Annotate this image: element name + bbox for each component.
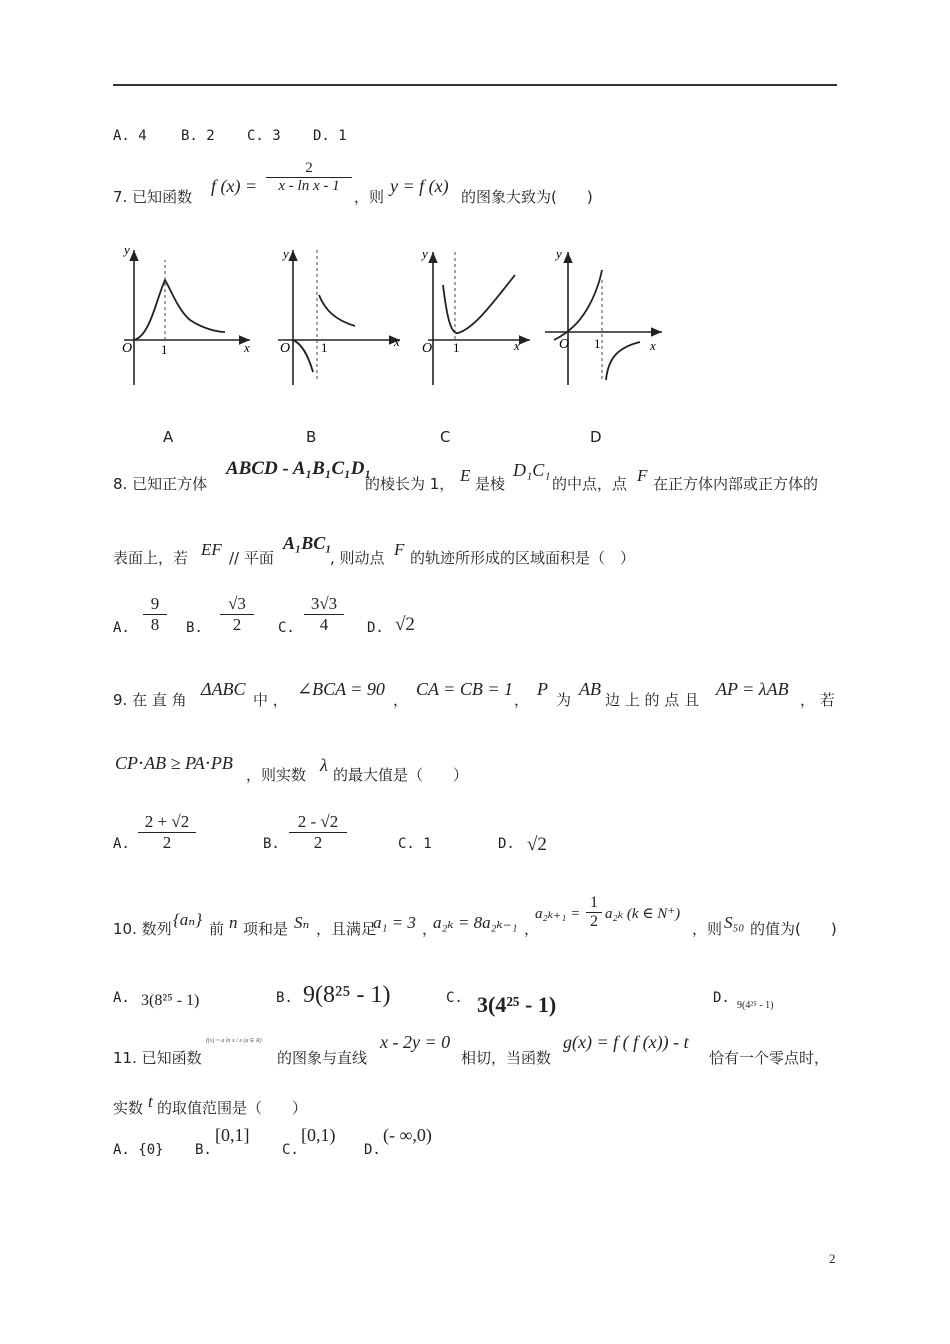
- graph-d-caption: D: [590, 428, 602, 446]
- graph-a-origin: O: [122, 341, 133, 356]
- q11-l2b: 的取值范围是（ ）: [157, 1099, 308, 1117]
- q9-lambda: λ: [320, 755, 328, 775]
- graph-c-y-label: y: [422, 246, 428, 261]
- q10-t5: ，: [524, 920, 540, 938]
- q9-t1: 中 ，: [253, 691, 288, 709]
- graph-c: [420, 246, 530, 385]
- q8-b-frac: [220, 594, 254, 635]
- graph-d: [545, 246, 662, 385]
- graph-c-origin: O: [422, 341, 433, 356]
- q10-b-label: B.: [276, 990, 293, 1006]
- q9-b-frac: [289, 812, 347, 853]
- q9-a-label: A.: [113, 836, 130, 852]
- graph-c-caption: C: [440, 428, 451, 446]
- q11-b-label: B.: [195, 1142, 212, 1158]
- q7-mid: ，则: [354, 188, 385, 206]
- q9-angle: ∠BCA = 90: [297, 679, 385, 699]
- q7-fraction: [266, 160, 352, 195]
- q10-d-label: D.: [713, 990, 730, 1006]
- q9-d-label: D.: [498, 836, 515, 852]
- q10-c-val: 3(4²⁵ - 1): [477, 992, 557, 1017]
- q10-t7: 的值为( ): [750, 920, 837, 938]
- q8-a-label: A.: [113, 620, 130, 636]
- graph-a: [122, 242, 250, 385]
- q8-l2b: // 平面: [229, 549, 274, 567]
- q11-l2a: 实数: [113, 1099, 144, 1117]
- graph-c-one: 1: [453, 340, 460, 355]
- q11-d-label: D.: [364, 1142, 381, 1158]
- graph-a-one: 1: [161, 342, 168, 357]
- graph-b-one: 1: [321, 340, 328, 355]
- graph-b-y-label: y: [283, 246, 289, 261]
- q8-plane: A₁BC₁: [283, 533, 332, 553]
- q10-n: n: [229, 913, 238, 932]
- q11-b-val: [0,1]: [215, 1125, 250, 1145]
- q11-c-label: C.: [282, 1142, 299, 1158]
- q10-an: {aₙ}: [173, 910, 202, 929]
- q10-t1: 前: [209, 920, 225, 938]
- q9-lead: 9. 在 直 角: [113, 691, 187, 709]
- q9-t6: ， 若: [800, 691, 835, 709]
- q10-half-num: 1: [586, 894, 602, 913]
- q10-b-val: 9(8²⁵ - 1): [303, 982, 391, 1008]
- q8-t3: 的中点，点: [552, 475, 628, 493]
- q7-frac-den: x - ln x - 1: [278, 178, 340, 194]
- q9-t3: ，: [514, 691, 530, 709]
- q9-b-label: B.: [263, 836, 280, 852]
- q6-option-c: C. 3: [247, 128, 281, 144]
- q11-line: x - 2y = 0: [380, 1032, 451, 1052]
- q7-frac-num: 2: [266, 160, 352, 178]
- q10-a2k-tail: a₂ₖ (k ∈ N⁺): [605, 906, 681, 922]
- q8-l2d: 的轨迹所形成的区域面积是（ ）: [410, 549, 636, 567]
- q10-c-label: C.: [446, 990, 463, 1006]
- q8-F: F: [637, 466, 648, 485]
- graph-a-x-label: x: [244, 340, 250, 355]
- q11-fx-small: f(x) = a ln x / x (a ∈ R): [206, 1038, 262, 1044]
- q7-y: y = f (x): [390, 176, 449, 196]
- q8-a-den: 8: [150, 615, 160, 634]
- graph-b-x-label: x: [394, 334, 400, 349]
- q10-d-val: 9(4²⁵ - 1): [737, 1000, 774, 1011]
- q8-a-frac: [143, 594, 167, 635]
- q9-b-num: 2 - √2: [289, 812, 347, 833]
- q7-tail: 的图象大致为( ): [461, 188, 593, 206]
- q8-cube: ABCD - A₁B₁C₁D₁: [226, 458, 372, 479]
- q10-Sn: Sₙ: [294, 913, 310, 932]
- q10-lead: 10. 数列: [113, 920, 172, 938]
- q8-c-num: 3√3: [304, 594, 344, 615]
- graph-c-x-label: x: [514, 338, 520, 353]
- q8-c-den: 4: [319, 615, 329, 634]
- q11-gx: g(x) = f ( f (x)) - t: [563, 1032, 689, 1052]
- q9-b-den: 2: [313, 833, 323, 852]
- q8-t4: 在正方体内部或正方体的: [653, 475, 819, 493]
- q10-a1: a₁ = 3: [373, 913, 416, 932]
- graph-b-caption: B: [306, 428, 317, 446]
- q10-a2k1: a₂ₖ₊₁ =: [535, 906, 581, 922]
- q11-t2: 相切，当函数: [461, 1049, 552, 1067]
- graph-d-y-label: y: [556, 246, 562, 261]
- q10-a2k: a₂ₖ = 8a₂ₖ₋₁: [433, 913, 518, 932]
- q11-a-text: A. {0}: [113, 1142, 164, 1158]
- q9-d-val: √2: [527, 834, 547, 855]
- q9-AB: AB: [579, 679, 601, 699]
- q11-t3: 恰有一个零点时，: [709, 1049, 830, 1067]
- q7-fx: f (x) =: [211, 176, 258, 196]
- q9-tri: ΔABC: [201, 679, 246, 699]
- q9-l2c: 的最大值是（ ）: [333, 766, 469, 784]
- q8-l2c: , 则动点: [330, 549, 385, 567]
- q8-E: E: [460, 466, 471, 485]
- q10-t4: ，: [422, 920, 438, 938]
- q8-c-frac: [304, 594, 344, 635]
- q8-b-label: B.: [186, 620, 203, 636]
- q8-d-val: √2: [395, 614, 415, 635]
- q8-a-num: 9: [143, 594, 167, 615]
- q7-lead: 7. 已知函数: [113, 188, 193, 206]
- q8-lead: 8. 已知正方体: [113, 475, 208, 493]
- q10-a-val: 3(8²⁵ - 1): [141, 992, 200, 1009]
- q10-t6: ，则: [692, 920, 723, 938]
- q8-t2: 是棱: [475, 475, 506, 493]
- q9-a-frac: [138, 812, 196, 853]
- q6-option-b: B. 2: [181, 128, 215, 144]
- graph-d-x-label: x: [650, 338, 656, 353]
- q6-option-d: D. 1: [313, 128, 347, 144]
- q10-t3: ，且满足: [316, 920, 377, 938]
- q11-t: t: [148, 1092, 153, 1111]
- page-number: 2: [829, 1251, 836, 1266]
- q8-F2: F: [394, 540, 405, 559]
- q10-t2: 项和是: [243, 920, 289, 938]
- q8-l2a: 表面上，若: [113, 549, 189, 567]
- q9-t2: ，: [393, 691, 409, 709]
- q9-t4: 为: [556, 691, 572, 709]
- q11-c-val: [0,1): [301, 1125, 336, 1145]
- q11-lead: 11. 已知函数: [113, 1049, 202, 1067]
- q10-half: [586, 894, 602, 931]
- q8-EF: EF: [201, 540, 222, 559]
- q9-ineq: CP⋅AB ≥ PA⋅PB: [115, 753, 233, 773]
- graph-a-caption: A: [163, 428, 174, 446]
- graph-d-one: 1: [594, 336, 601, 351]
- q9-a-num: 2 + √2: [138, 812, 196, 833]
- q7-graphs: [110, 240, 680, 390]
- graph-a-y-label: y: [124, 242, 130, 257]
- q9-t5: 边 上 的 点 且: [605, 691, 700, 709]
- graph-b: [278, 246, 400, 385]
- q8-b-den: 2: [232, 615, 242, 634]
- q8-d-label: D.: [367, 620, 384, 636]
- q9-P: P: [537, 679, 548, 699]
- graph-d-origin: O: [559, 337, 570, 352]
- q8-b-num: √3: [220, 594, 254, 615]
- q10-half-den: 2: [590, 913, 598, 930]
- header-rule: [113, 84, 837, 86]
- q9-ap: AP = λAB: [716, 679, 789, 699]
- q8-c-label: C.: [278, 620, 295, 636]
- q11-t1: 的图象与直线: [277, 1049, 368, 1067]
- q9-eq: CA = CB = 1: [416, 679, 513, 699]
- q10-a-label: A.: [113, 990, 130, 1006]
- q11-d-val: (- ∞,0): [383, 1125, 432, 1145]
- q9-l2b: ，则实数: [246, 766, 307, 784]
- q10-S50: S₅₀: [724, 913, 745, 932]
- q8-t1: 的棱长为 1，: [365, 475, 455, 493]
- q9-c-text: C. 1: [398, 836, 432, 852]
- q6-option-a: A. 4: [113, 128, 147, 144]
- graph-b-origin: O: [280, 341, 291, 356]
- q9-a-den: 2: [162, 833, 172, 852]
- q8-D1C1: D₁C₁: [513, 460, 551, 480]
